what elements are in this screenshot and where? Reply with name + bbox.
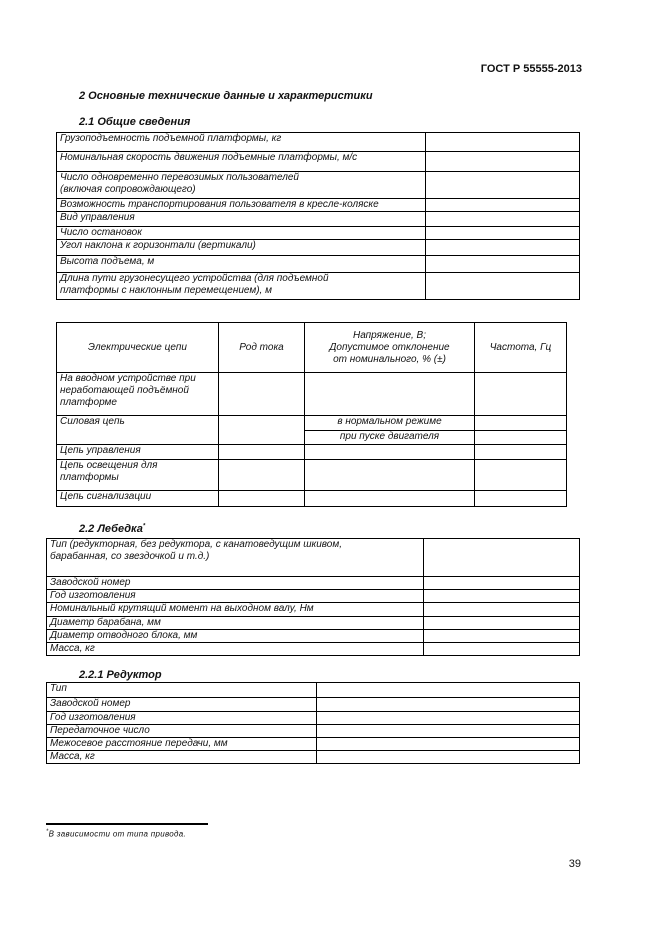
table-row-label: Тип — [47, 683, 317, 698]
section-2-2-title-text: 2.2 Лебедка — [79, 523, 143, 535]
table-value-cell — [219, 373, 305, 416]
table-row-label: Грузоподъемность подъемной платформы, кг — [57, 133, 426, 152]
table-value-cell — [475, 373, 567, 416]
footnote-divider — [46, 823, 208, 825]
section-2-2-title — [79, 523, 145, 535]
table-value-cell — [426, 199, 580, 212]
table-row-label: Высота подъема, м — [57, 256, 426, 273]
table-value-cell — [219, 460, 305, 491]
table-row-label: Год изготовления — [47, 590, 424, 603]
table-row-label: Число остановок — [57, 227, 426, 240]
table-value-cell — [424, 590, 580, 603]
section-2-2-1-title: 2.2.1 Редуктор — [79, 669, 162, 681]
table-row-label: Заводской номер — [47, 698, 317, 712]
table-value-cell — [219, 491, 305, 507]
table-row-label: Год изготовления — [47, 712, 317, 725]
table-row-label: Заводской номер — [47, 577, 424, 590]
table-value-cell — [219, 416, 305, 445]
table-value-cell — [305, 460, 475, 491]
table-value-cell — [317, 725, 580, 738]
table-value-cell — [426, 152, 580, 172]
table-row-label: Силовая цепь — [57, 416, 219, 445]
table-value-cell — [317, 738, 580, 751]
general-info-table — [56, 132, 580, 300]
table-value-cell — [424, 617, 580, 630]
footnote — [46, 829, 186, 839]
table-row-label: Диаметр барабана, мм — [47, 617, 424, 630]
table-row-label: Тип (редукторная, без редуктора, с канатоведущим шкивом, барабанная, со звездочкой и т.д.) — [47, 539, 424, 577]
table-value-cell — [475, 431, 567, 445]
table-row-label: Диаметр отводного блока, мм — [47, 630, 424, 643]
table-value-cell — [424, 643, 580, 656]
table-value-cell — [426, 227, 580, 240]
electric-circuits-table — [56, 322, 567, 507]
header-frequency: Частота, Гц — [475, 323, 567, 373]
table-row-label: Длина пути грузонесущего устройства (для подъемной платформы с наклонным перемещением), м — [57, 273, 426, 300]
footnote-mark: * — [142, 523, 146, 530]
standard-number: ГОСТ Р 55555-2013 — [480, 63, 582, 75]
power-mode-start: при пуске двигателя — [305, 431, 475, 445]
table-value-cell — [475, 491, 567, 507]
table-value-cell — [317, 698, 580, 712]
table-value-cell — [426, 240, 580, 256]
table-value-cell — [424, 603, 580, 617]
table-row-label: Число одновременно перевозимых пользователей (включая сопровождающего) — [57, 172, 426, 199]
section-2-1-title: 2.1 Общие сведения — [79, 116, 191, 128]
table-value-cell — [424, 539, 580, 577]
table-value-cell — [426, 133, 580, 152]
table-row-label: Межосевое расстояние передачи, мм — [47, 738, 317, 751]
table-value-cell — [317, 683, 580, 698]
table-row-label: Номинальный крутящий момент на выходном валу, Нм — [47, 603, 424, 617]
power-mode-normal: в нормальном режиме — [305, 416, 475, 431]
footnote-mark: * — [46, 829, 49, 835]
header-voltage: Напряжение, В; Допустимое отклонение от номинального, % (±) — [305, 323, 475, 373]
table-row-label: Цепь сигнализации — [57, 491, 219, 507]
table-value-cell — [475, 445, 567, 460]
table-row-label: Масса, кг — [47, 751, 317, 764]
table-value-cell — [424, 577, 580, 590]
table-row-label: Возможность транспортирования пользователя в кресле-коляске — [57, 199, 426, 212]
table-value-cell — [475, 460, 567, 491]
page-number: 39 — [568, 858, 581, 870]
header-circuits: Электрические цепи — [57, 323, 219, 373]
table-value-cell — [305, 373, 475, 416]
footnote-text: В зависимости от типа привода. — [48, 829, 186, 839]
table-value-cell — [426, 212, 580, 227]
table-value-cell — [219, 445, 305, 460]
table-value-cell — [305, 491, 475, 507]
table-value-cell — [317, 712, 580, 725]
table-row-label: Масса, кг — [47, 643, 424, 656]
table-row-label: Передаточное число — [47, 725, 317, 738]
table-row-label: Угол наклона к горизонтали (вертикали) — [57, 240, 426, 256]
reducer-table — [46, 682, 580, 764]
table-row-label: Цепь освещения для платформы — [57, 460, 219, 491]
table-value-cell — [475, 416, 567, 431]
header-current-type: Род тока — [219, 323, 305, 373]
table-row-label: На вводном устройстве при неработающей подъёмной платформе — [57, 373, 219, 416]
table-value-cell — [424, 630, 580, 643]
winch-table — [46, 538, 580, 656]
table-value-cell — [426, 172, 580, 199]
table-value-cell — [426, 273, 580, 300]
table-row-label: Номинальная скорость движения подъемные платформы, м/с — [57, 152, 426, 172]
table-row-label: Цепь управления — [57, 445, 219, 460]
table-row-label: Вид управления — [57, 212, 426, 227]
table-value-cell — [426, 256, 580, 273]
table-value-cell — [305, 445, 475, 460]
section-2-title: 2 Основные технические данные и характеристики — [79, 90, 373, 102]
table-value-cell — [317, 751, 580, 764]
